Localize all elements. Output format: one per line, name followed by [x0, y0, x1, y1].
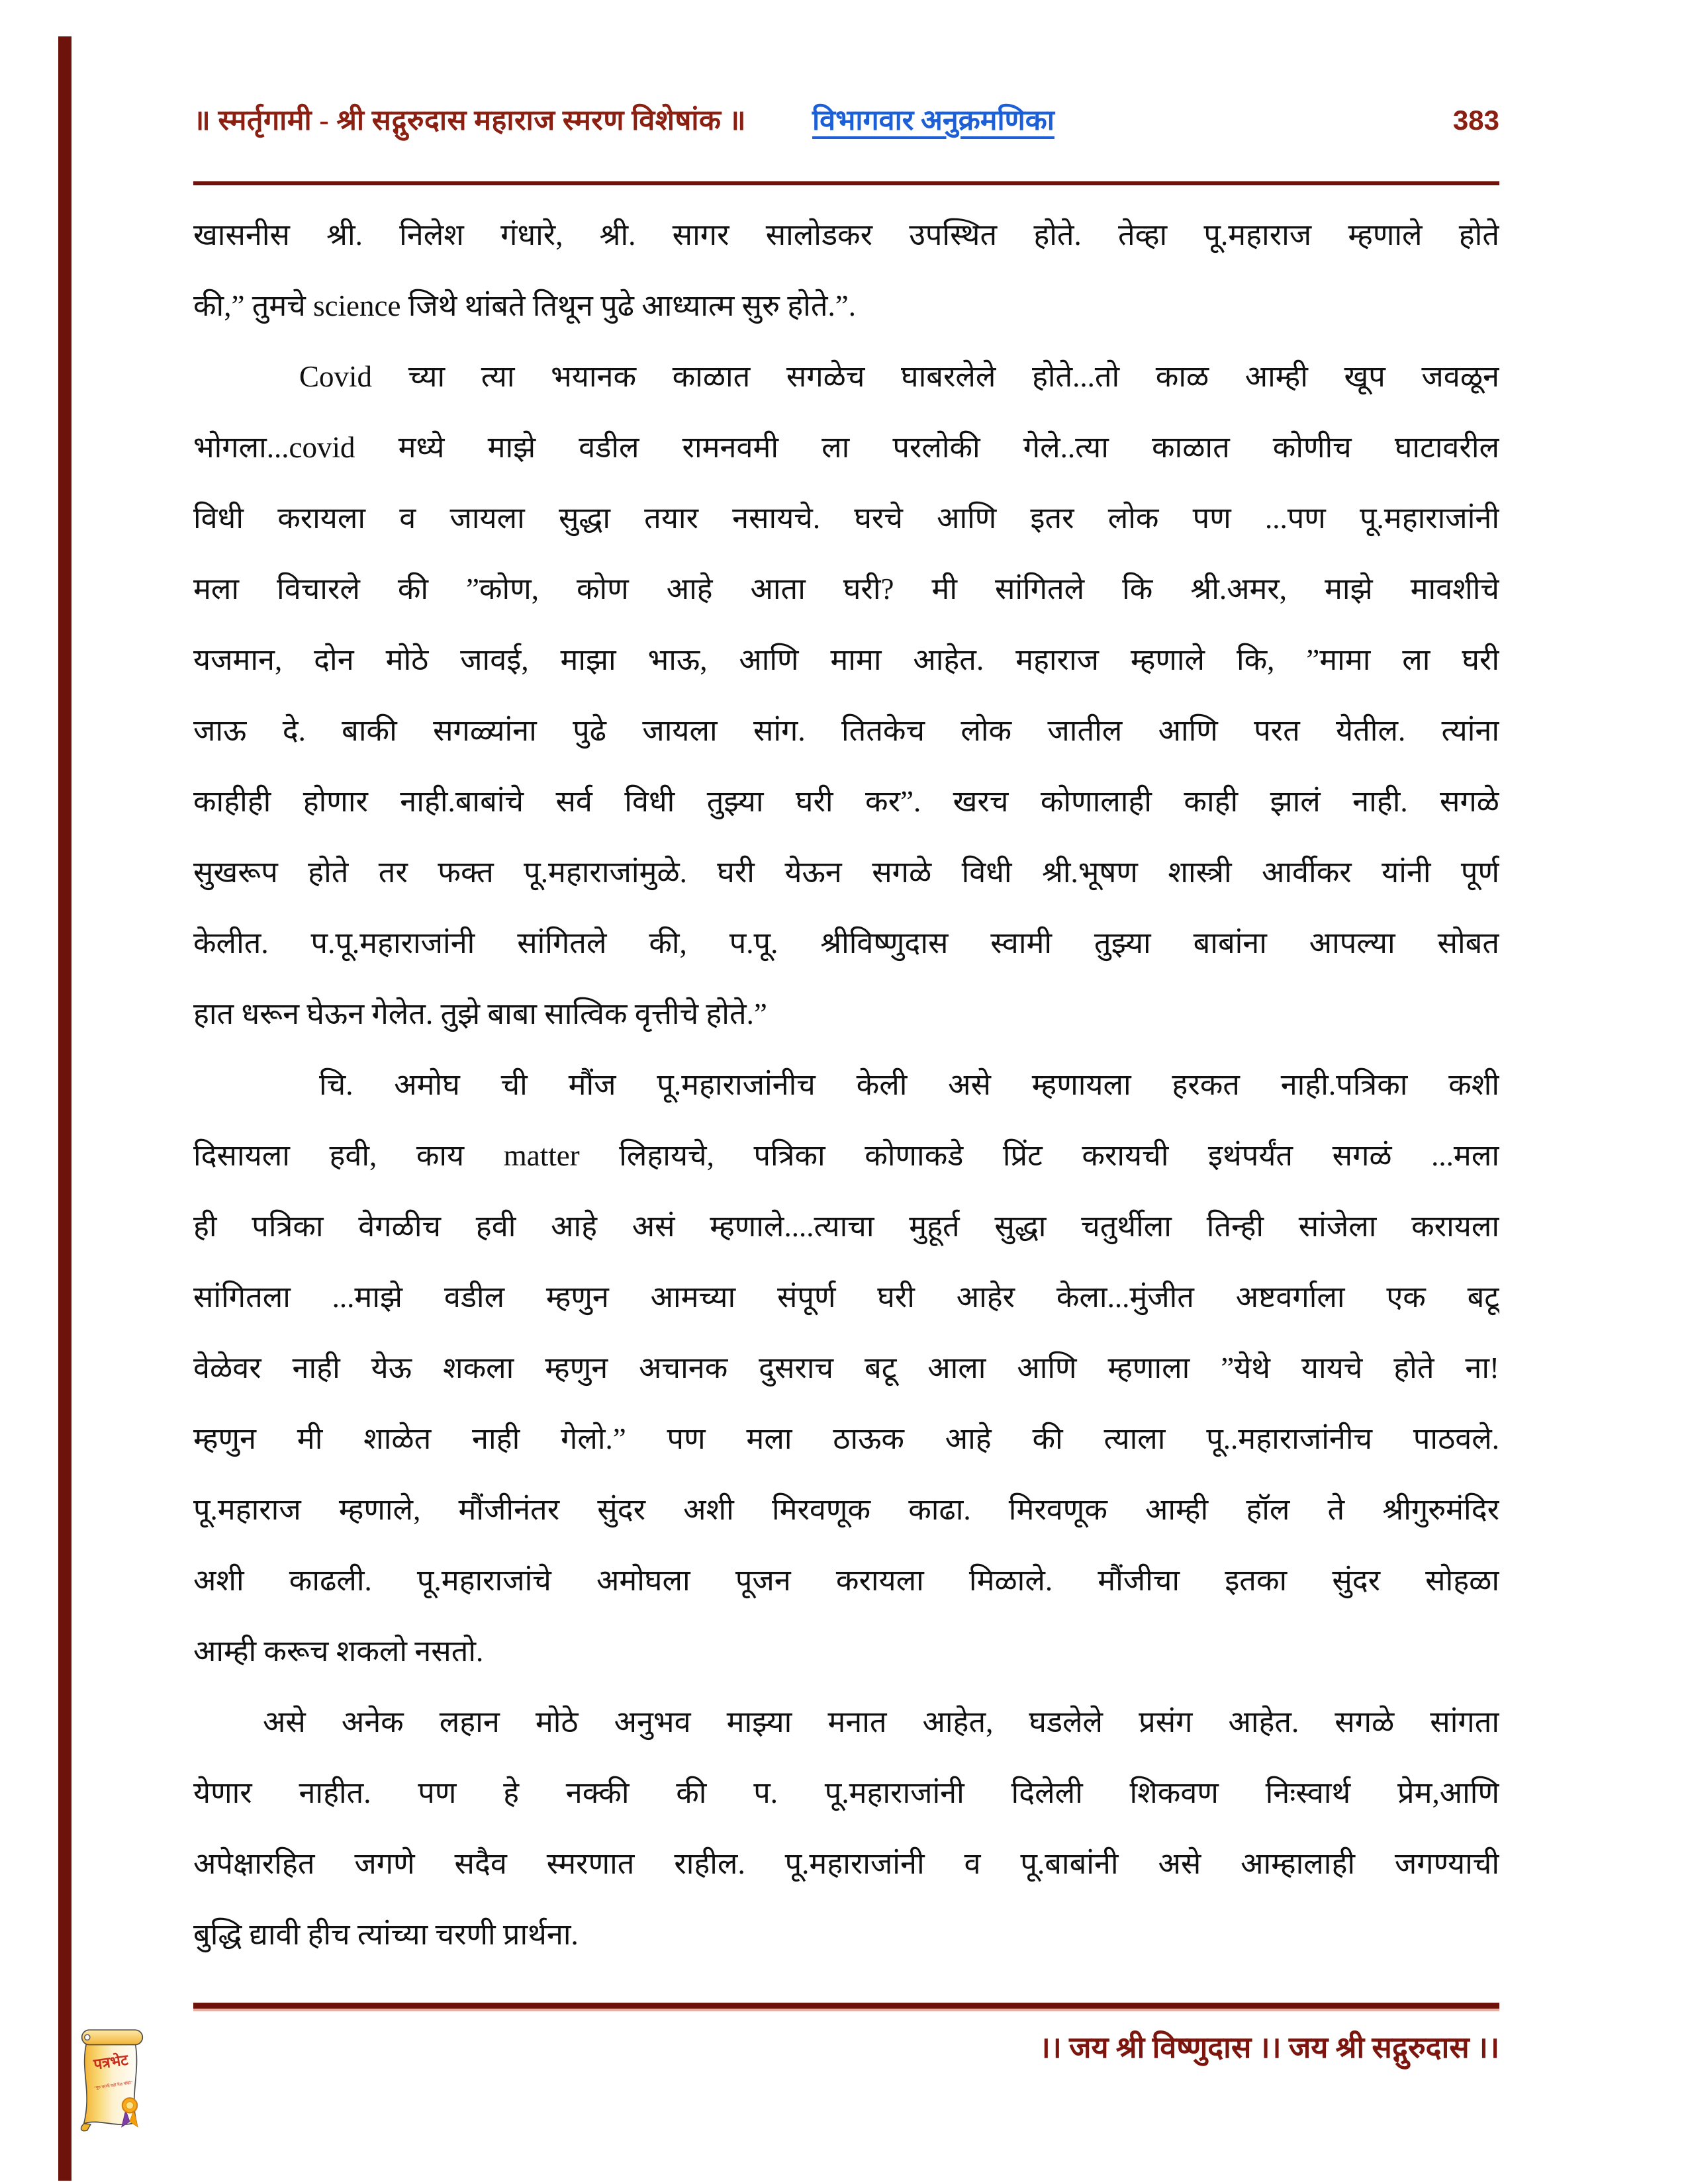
footer-blessing: ।। जय श्री विष्णुदास ।। जय श्री सद्गुरुदास ।।: [1039, 2031, 1499, 2064]
text-line: मला विचारले की ”कोण, कोण आहे आता घरी? मी सांगितले कि श्री.अमर, माझे मावशीचे: [193, 572, 1499, 606]
body-text: [193, 200, 1499, 1970]
text-line: जाऊ दे. बाकी सगळ्यांना पुढे जायला सांग. तितकेच लोक जातील आणि परत येतील. त्यांना: [193, 714, 1499, 747]
text-line: बुद्धि द्यावी हीच त्यांच्या चरणी प्रार्थना.: [193, 1918, 579, 1951]
footer-divider-rule: [193, 2003, 1499, 2011]
text-line: चि. अमोघ ची मौंज पू.महाराजांनीच केली असे म्हणायला हरकत नाही.पत्रिका कशी: [319, 1068, 1499, 1101]
text-line: खासनीस श्री. निलेश गंधारे, श्री. सागर सालोडकर उपस्थित होते. तेव्हा पू.महाराज म्हणाले होते: [193, 218, 1499, 251]
left-border-rule: [58, 36, 71, 2181]
patrabhet-logo: [73, 2023, 151, 2134]
text-line: वेळेवर नाही येऊ शकला म्हणुन अचानक दुसराच बटू आला आणि म्हणाला ”येथे यायचे होते ना!: [193, 1351, 1499, 1385]
text-line: केलीत. प.पू.महाराजांनी सांगितले की, प.पू. श्रीविष्णुदास स्वामी तुझ्या बाबांना आपल्या सोबत: [193, 927, 1499, 960]
logo-tagline: “गुरु चरणी घडो मेळ मंदिरे”: [93, 2081, 133, 2091]
scroll-top-roll: [82, 2030, 143, 2044]
text-line: येणार नाहीत. पण हे नक्की की प. पू.महाराजांनी दिलेली शिकवण निःस्वार्थ प्रेम,आणि: [193, 1776, 1499, 1809]
text-line: असे अनेक लहान मोठे अनुभव माझ्या मनात आहेत, घडलेले प्रसंग आहेत. सगळे सांगता: [263, 1706, 1499, 1739]
text-line: Covid च्या त्या भयानक काळात सगळेच घाबरलेले होते...तो काळ आम्ही खूप जवळून: [299, 360, 1499, 393]
text-line: ही पत्रिका वेगळीच हवी आहे असं म्हणाले....त्याचा मुहूर्त सुद्धा चतुर्थीला तिन्ही सांजेला करायला: [193, 1210, 1499, 1243]
text-line: पू.महाराज म्हणाले, मौंजीनंतर सुंदर अशी मिरवणूक काढा. मिरवणूक आम्ही हॉल ते श्रीगुरुमंदिर: [193, 1493, 1499, 1526]
text-line: म्हणुन मी शाळेत नाही गेलो.” पण मला ठाऊक आहे की त्याला पू..महाराजांनीच पाठवले.: [193, 1422, 1499, 1455]
index-link[interactable]: विभागवार अनुक्रमणिका: [812, 105, 1055, 136]
scroll-bottom-curl: [81, 2124, 91, 2131]
text-line: की,” तुमचे science जिथे थांबते तिथून पुढे आध्यात्म सुरु होते.”.: [193, 289, 856, 322]
text-line: सुखरूप होते तर फक्त पू.महाराजांमुळे. घरी येऊन सगळे विधी श्री.भूषण शास्त्री आर्वीकर यांनी पूर्ण: [193, 856, 1499, 889]
page-number: 383: [1452, 105, 1499, 136]
text-line: सांगितला ...माझे वडील म्हणुन आमच्या संपूर्ण घरी आहेर केला...मुंजीत अष्टवर्गाला एक बटू: [193, 1281, 1499, 1314]
text-line: आम्ही करूच शकलो नसतो.: [193, 1635, 484, 1668]
page-header: [193, 99, 1499, 138]
logo-title: पत्रभेट: [92, 2051, 129, 2073]
text-line: विधी करायला व जायला सुद्धा तयार नसायचे. घरचे आणि इतर लोक पण ...पण पू.महाराजांनी: [193, 502, 1499, 535]
scroll-pin-hole: [85, 2034, 90, 2040]
text-line: यजमान, दोन मोठे जावई, माझा भाऊ, आणि मामा आहेत. महाराज म्हणाले कि, ”मामा ला घरी: [193, 643, 1499, 676]
text-line: दिसायला हवी, काय matter लिहायचे, पत्रिका कोणाकडे प्रिंट करायची इथंपर्यंत सगळं ...मला: [193, 1139, 1499, 1172]
text-line: अशी काढली. पू.महाराजांचे अमोघला पूजन करायला मिळाले. मौंजीचा इतका सुंदर सोहळा: [193, 1564, 1499, 1597]
header-divider-rule: [193, 181, 1499, 185]
text-line: अपेक्षारहित जगणे सदैव स्मरणात राहील. पू.महाराजांनी व पू.बाबांनी असे आम्हालाही जगण्याची: [193, 1847, 1499, 1880]
text-line: हात धरून घेऊन गेलेत. तुझे बाबा सात्विक वृत्तीचे होते.”: [193, 997, 767, 1030]
page-title: ॥ स्मर्तृगामी - श्री सद्गुरुदास महाराज स्मरण विशेषांक ॥: [193, 105, 747, 136]
text-line: काहीही होणार नाही.बाबांचे सर्व विधी तुझ्या घरी कर”. खरच कोणालाही काही झालं नाही. सगळे: [193, 785, 1499, 818]
text-line: भोगला...covid मध्ये माझे वडील रामनवमी ला परलोकी गेले..त्या काळात कोणीच घाटावरील: [193, 431, 1499, 464]
